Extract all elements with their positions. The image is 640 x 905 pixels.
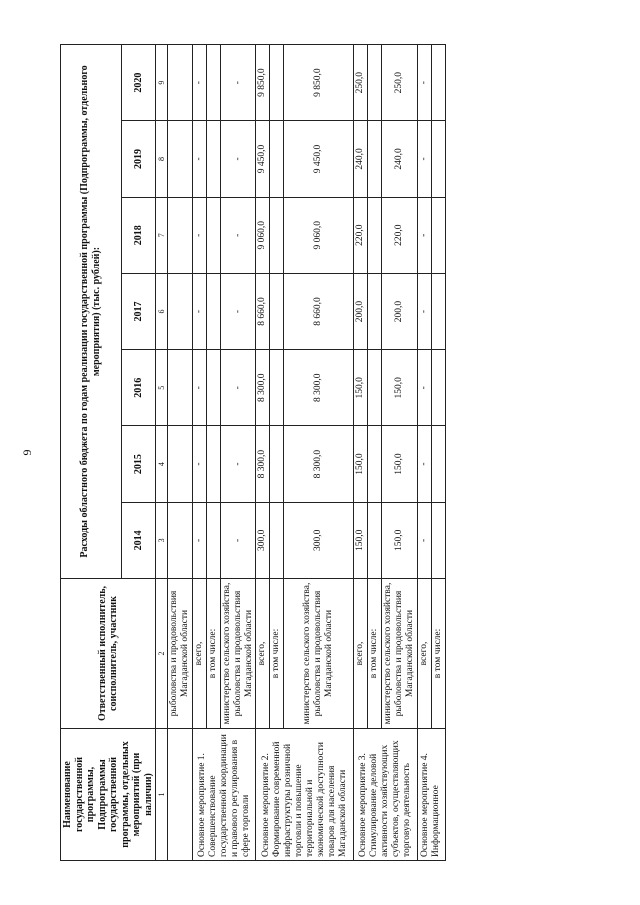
value-cell: - [417, 121, 431, 197]
value-cell: - [220, 502, 256, 578]
value-cell: 220,0 [354, 197, 368, 273]
value-cell: 300,0 [284, 502, 354, 578]
value-cell: - [220, 273, 256, 349]
value-cell: 9 450,0 [284, 121, 354, 197]
value-cell: 8 300,0 [256, 426, 270, 502]
header-program: Наименование государственной программы, Подпрограммы государственной программы, отдельных мероприятий (при наличии) [61, 729, 156, 861]
table-row [168, 45, 193, 861]
value-cell: 200,0 [382, 273, 418, 349]
program-cell: Основное мероприятие 1. Совершенствование государственной координации и правового регулирования в сфере торговли [192, 729, 256, 861]
executor-cell: министерство сельского хозяйства, рыболовства и продовольствия Магаданской области [382, 579, 418, 729]
program-cell: Основное мероприятие 2. Формирование современной инфраструктуры розничной торговли и повышение территориальной и экономической доступности товаров для населения Магаданской области [256, 729, 354, 861]
program-cell: Основное мероприятие 4. Информационное [417, 729, 445, 861]
value-cell: 300,0 [256, 502, 270, 578]
value-cell: - [192, 273, 206, 349]
program-cell: Основное мероприятие 3. Стимулирование деловой активности хозяйствующих субъектов, осуществляющих торговую деятельность [354, 729, 418, 861]
value-cell [168, 197, 193, 273]
value-cell: 240,0 [382, 121, 418, 197]
header-year: 2018 [121, 197, 155, 273]
index-cell: 2 [156, 579, 168, 729]
header-year: 2014 [121, 502, 155, 578]
table-row [256, 45, 270, 861]
value-cell [270, 426, 284, 502]
value-cell [368, 426, 382, 502]
index-cell: 7 [156, 197, 168, 273]
header-year: 2019 [121, 121, 155, 197]
value-cell [431, 273, 445, 349]
value-cell: - [192, 197, 206, 273]
value-cell: - [192, 502, 206, 578]
value-cell: 8 660,0 [284, 273, 354, 349]
value-cell [206, 426, 220, 502]
value-cell: - [417, 350, 431, 426]
value-cell [270, 121, 284, 197]
value-cell [168, 426, 193, 502]
value-cell: 9 850,0 [284, 45, 354, 121]
executor-cell: всего, [256, 579, 270, 729]
value-cell: 220,0 [382, 197, 418, 273]
executor-cell: всего, [354, 579, 368, 729]
header-year: 2020 [121, 45, 155, 121]
value-cell [431, 197, 445, 273]
value-cell [270, 273, 284, 349]
executor-cell: всего, [192, 579, 206, 729]
value-cell [368, 45, 382, 121]
value-cell [431, 121, 445, 197]
value-cell: - [417, 45, 431, 121]
value-cell: - [192, 350, 206, 426]
executor-cell: в том числе: [206, 579, 220, 729]
value-cell: - [220, 121, 256, 197]
value-cell [368, 350, 382, 426]
budget-table [60, 44, 446, 861]
table-row [417, 45, 431, 861]
value-cell [206, 273, 220, 349]
value-cell: 150,0 [354, 350, 368, 426]
value-cell [270, 350, 284, 426]
index-row [156, 45, 168, 861]
value-cell [431, 426, 445, 502]
value-cell: 240,0 [354, 121, 368, 197]
header-executor: Ответственный исполнитель, соисполнитель, участник [61, 579, 156, 729]
value-cell [206, 121, 220, 197]
value-cell [168, 45, 193, 121]
value-cell [368, 273, 382, 349]
value-cell: - [417, 273, 431, 349]
value-cell [431, 45, 445, 121]
value-cell: 8 300,0 [284, 426, 354, 502]
header-year: 2015 [121, 426, 155, 502]
value-cell [168, 121, 193, 197]
index-cell: 1 [156, 729, 168, 861]
value-cell: 150,0 [382, 350, 418, 426]
value-cell [206, 502, 220, 578]
value-cell: 8 660,0 [256, 273, 270, 349]
page-number: 9 [20, 449, 34, 456]
table-row [192, 45, 206, 861]
value-cell: 250,0 [354, 45, 368, 121]
value-cell [206, 45, 220, 121]
header-year: 2016 [121, 350, 155, 426]
index-cell: 8 [156, 121, 168, 197]
value-cell [431, 350, 445, 426]
executor-cell: в том числе: [431, 579, 445, 729]
program-cell [168, 729, 193, 861]
value-cell: - [417, 426, 431, 502]
value-cell: 150,0 [382, 426, 418, 502]
executor-cell: в том числе: [368, 579, 382, 729]
value-cell: 9 450,0 [256, 121, 270, 197]
value-cell [168, 273, 193, 349]
value-cell [206, 350, 220, 426]
index-cell: 5 [156, 350, 168, 426]
value-cell [168, 502, 193, 578]
value-cell [270, 197, 284, 273]
value-cell: - [417, 502, 431, 578]
value-cell: - [220, 350, 256, 426]
value-cell [431, 502, 445, 578]
executor-cell: в том числе: [270, 579, 284, 729]
value-cell [168, 350, 193, 426]
value-cell: - [192, 45, 206, 121]
executor-cell: рыболовства и продовольствия Магаданской области [168, 579, 193, 729]
value-cell: 150,0 [354, 502, 368, 578]
index-cell: 9 [156, 45, 168, 121]
executor-cell: всего, [417, 579, 431, 729]
value-cell: - [417, 197, 431, 273]
value-cell: 250,0 [382, 45, 418, 121]
value-cell: 9 060,0 [256, 197, 270, 273]
value-cell [270, 45, 284, 121]
value-cell [368, 121, 382, 197]
value-cell [206, 197, 220, 273]
value-cell: - [192, 426, 206, 502]
value-cell: - [220, 197, 256, 273]
executor-cell: министерство сельского хозяйства, рыболовства и продовольствия Магаданской области [284, 579, 354, 729]
value-cell [368, 502, 382, 578]
index-cell: 3 [156, 502, 168, 578]
value-cell: - [220, 45, 256, 121]
value-cell: 200,0 [354, 273, 368, 349]
executor-cell: министерство сельского хозяйства, рыболовства и продовольствия Магаданской области [220, 579, 256, 729]
header-year: 2017 [121, 273, 155, 349]
value-cell: 150,0 [382, 502, 418, 578]
value-cell: 150,0 [354, 426, 368, 502]
value-cell [368, 197, 382, 273]
value-cell: 8 300,0 [284, 350, 354, 426]
value-cell [270, 502, 284, 578]
value-cell: - [220, 426, 256, 502]
value-cell: 9 060,0 [284, 197, 354, 273]
table-row [354, 45, 368, 861]
index-cell: 6 [156, 273, 168, 349]
value-cell: 8 300,0 [256, 350, 270, 426]
header-expenses: Расходы областного бюджета по годам реализации государственной программы (Подпрограммы, отдельного мероприятия) (тыс. рублей): [61, 45, 122, 579]
value-cell: - [192, 121, 206, 197]
index-cell: 4 [156, 426, 168, 502]
value-cell: 9 850,0 [256, 45, 270, 121]
